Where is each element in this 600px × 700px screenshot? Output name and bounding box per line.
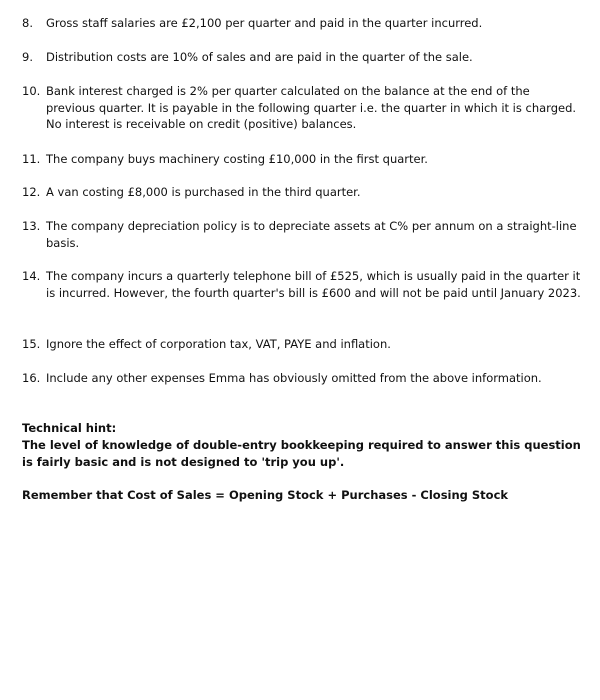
item-number: 10. [22, 84, 41, 98]
item-text: Bank interest charged is 2% per quarter calculated on the balance at the end of the previous quarter. It is payable in the following quarter i.e. the quarter in which it is charged. No interest is receivable on credit (positive) balances. [46, 84, 577, 131]
technical-hint [22, 420, 588, 471]
hint-body: The level of knowledge of double-entry bookkeeping required to answer this question is fairly basic and is not designed to 'trip you up'. [22, 438, 581, 469]
list-item-13 [22, 218, 582, 251]
item-text: A van costing £8,000 is purchased in the third quarter. [46, 185, 361, 199]
list-item-9 [22, 49, 582, 66]
item-text: Gross staff salaries are £2,100 per quarter and paid in the quarter incurred. [46, 16, 483, 30]
cost-of-sales-formula: Remember that Cost of Sales = Opening Stock + Purchases - Closing Stock [22, 488, 509, 502]
hint-title: Technical hint: [22, 421, 117, 435]
list-item-14 [22, 268, 582, 301]
item-number: 15. [22, 337, 41, 351]
list-item-12 [22, 184, 582, 201]
item-text: The company depreciation policy is to depreciate assets at C% per annum on a straight-line basis. [46, 219, 577, 250]
item-number: 14. [22, 269, 41, 283]
item-number: 13. [22, 219, 41, 233]
list-item-15 [22, 336, 582, 353]
item-number: 16. [22, 371, 41, 385]
item-text: Distribution costs are 10% of sales and are paid in the quarter of the sale. [46, 50, 473, 64]
list-item-8 [22, 15, 582, 32]
item-text: The company buys machinery costing £10,000 in the first quarter. [46, 152, 428, 166]
list-item-11 [22, 151, 582, 168]
item-number: 9. [22, 50, 33, 64]
item-text: The company incurs a quarterly telephone bill of £525, which is usually paid in the quarter it is incurred. However, the fourth quarter's bill is £600 and will not be paid until January 2023. [46, 269, 581, 300]
list-item-16 [22, 370, 582, 387]
list-item-10 [22, 83, 582, 133]
item-number: 11. [22, 152, 41, 166]
item-number: 8. [22, 16, 33, 30]
item-number: 12. [22, 185, 41, 199]
item-text: Ignore the effect of corporation tax, VAT, PAYE and inflation. [46, 337, 391, 351]
item-text: Include any other expenses Emma has obviously omitted from the above information. [46, 371, 542, 385]
